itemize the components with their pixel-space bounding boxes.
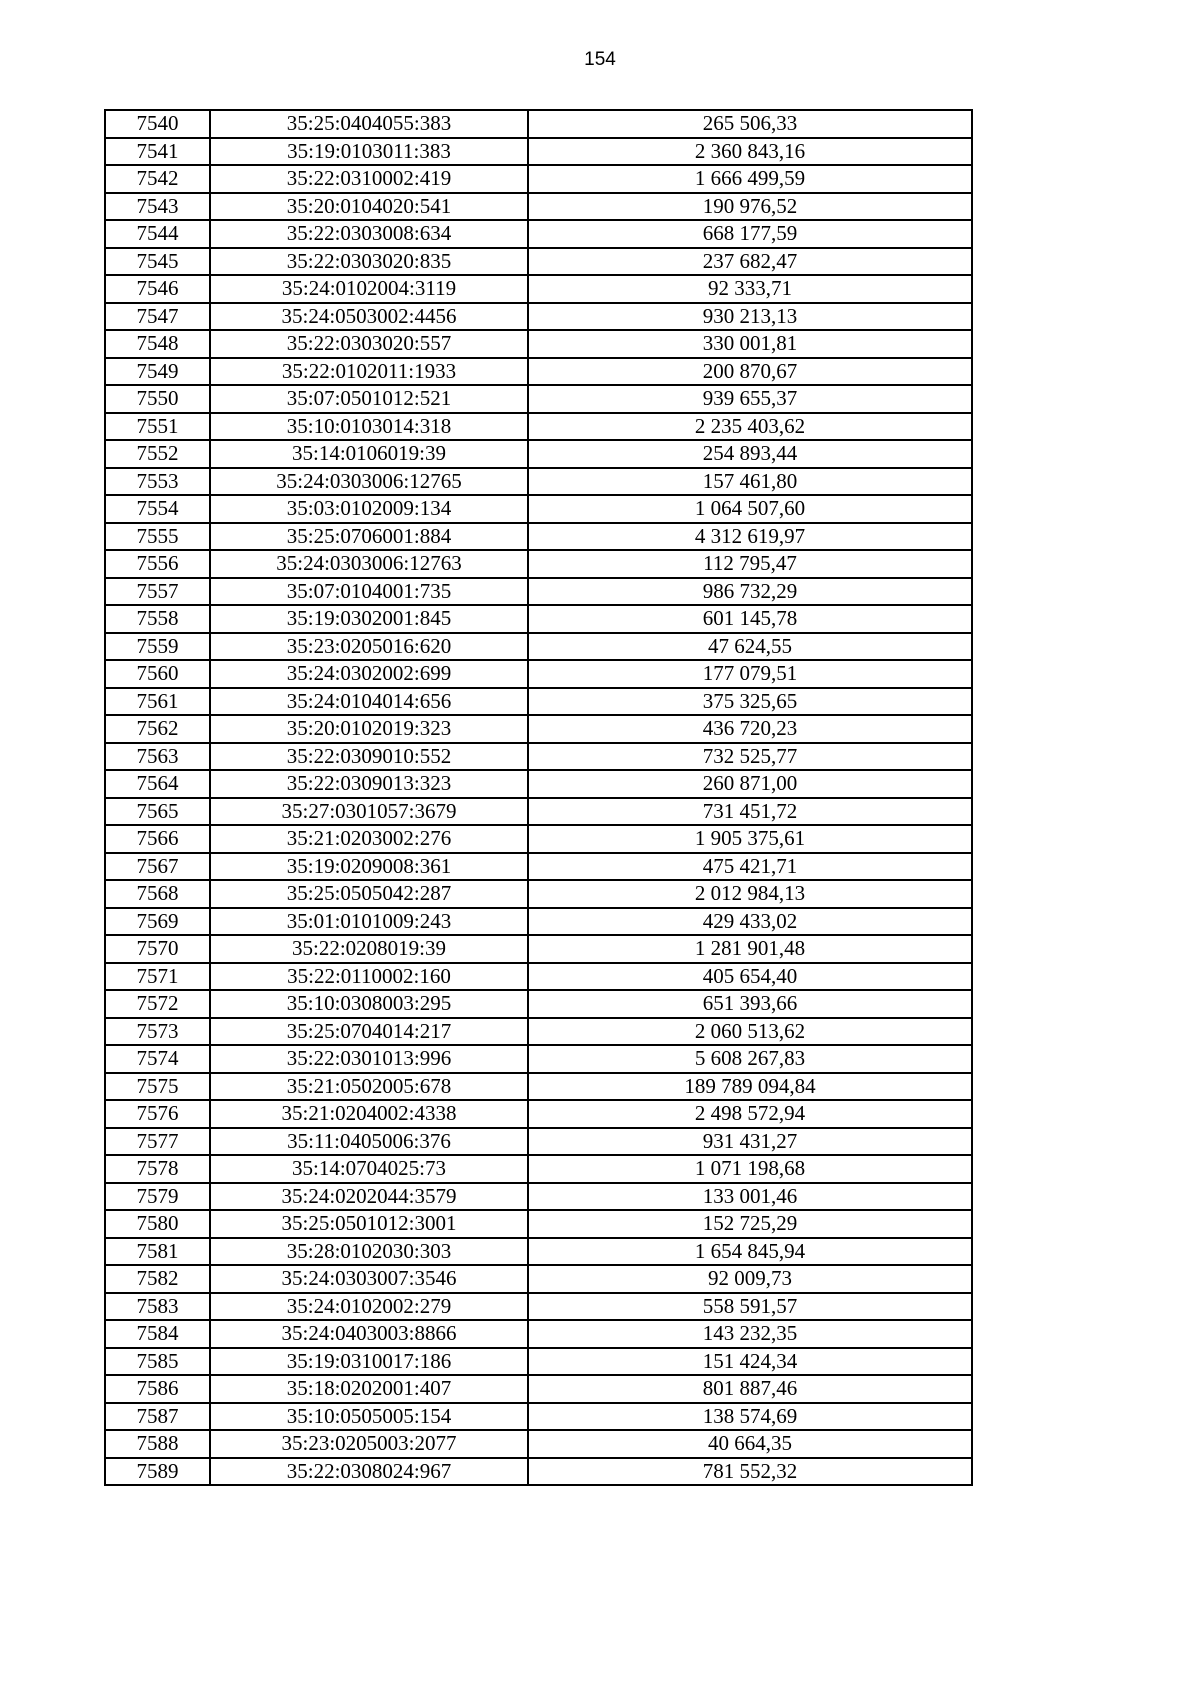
- cadastral-value-cell: 143 232,35: [528, 1320, 972, 1348]
- cadastral-value-cell: 931 431,27: [528, 1128, 972, 1156]
- cadastral-value-cell: 1 281 901,48: [528, 935, 972, 963]
- table-row: [105, 1375, 972, 1403]
- row-number-cell: 7553: [105, 468, 210, 496]
- cadastral-number-cell: 35:25:0404055:383: [210, 110, 528, 138]
- cadastral-number-cell: 35:10:0308003:295: [210, 990, 528, 1018]
- table-row: [105, 523, 972, 551]
- cadastral-number-cell: 35:20:0102019:323: [210, 715, 528, 743]
- row-number-cell: 7555: [105, 523, 210, 551]
- row-number-cell: 7551: [105, 413, 210, 441]
- cadastral-value-cell: 1 905 375,61: [528, 825, 972, 853]
- table-row: [105, 1018, 972, 1046]
- cadastral-number-cell: 35:25:0501012:3001: [210, 1210, 528, 1238]
- cadastral-value-cell: 429 433,02: [528, 908, 972, 936]
- row-number-cell: 7584: [105, 1320, 210, 1348]
- cadastral-number-cell: 35:19:0103011:383: [210, 138, 528, 166]
- cadastral-number-cell: 35:19:0302001:845: [210, 605, 528, 633]
- row-number-cell: 7574: [105, 1045, 210, 1073]
- table-row: [105, 248, 972, 276]
- table-row: [105, 385, 972, 413]
- table-row: [105, 550, 972, 578]
- cadastral-number-cell: 35:23:0205003:2077: [210, 1430, 528, 1458]
- row-number-cell: 7581: [105, 1238, 210, 1266]
- cadastral-number-cell: 35:22:0310002:419: [210, 165, 528, 193]
- row-number-cell: 7552: [105, 440, 210, 468]
- table-row: [105, 495, 972, 523]
- row-number-cell: 7585: [105, 1348, 210, 1376]
- table-row: [105, 743, 972, 771]
- table-row: [105, 990, 972, 1018]
- cadastral-number-cell: 35:19:0209008:361: [210, 853, 528, 881]
- cadastral-value-cell: 189 789 094,84: [528, 1073, 972, 1101]
- cadastral-number-cell: 35:24:0303006:12765: [210, 468, 528, 496]
- row-number-cell: 7579: [105, 1183, 210, 1211]
- cadastral-value-cell: 330 001,81: [528, 330, 972, 358]
- cadastral-value-cell: 731 451,72: [528, 798, 972, 826]
- cadastral-value-cell: 651 393,66: [528, 990, 972, 1018]
- cadastral-number-cell: 35:14:0704025:73: [210, 1155, 528, 1183]
- cadastral-number-cell: 35:07:0104001:735: [210, 578, 528, 606]
- table-row: [105, 770, 972, 798]
- row-number-cell: 7563: [105, 743, 210, 771]
- row-number-cell: 7546: [105, 275, 210, 303]
- table-row: [105, 963, 972, 991]
- row-number-cell: 7577: [105, 1128, 210, 1156]
- cadastral-value-cell: 2 060 513,62: [528, 1018, 972, 1046]
- table-row: [105, 165, 972, 193]
- cadastral-number-cell: 35:23:0205016:620: [210, 633, 528, 661]
- cadastral-value-cell: 1 654 845,94: [528, 1238, 972, 1266]
- row-number-cell: 7561: [105, 688, 210, 716]
- cadastral-number-cell: 35:22:0110002:160: [210, 963, 528, 991]
- row-number-cell: 7557: [105, 578, 210, 606]
- cadastral-value-cell: 92 009,73: [528, 1265, 972, 1293]
- row-number-cell: 7564: [105, 770, 210, 798]
- row-number-cell: 7571: [105, 963, 210, 991]
- row-number-cell: 7548: [105, 330, 210, 358]
- cadastral-number-cell: 35:24:0102002:279: [210, 1293, 528, 1321]
- cadastral-value-cell: 112 795,47: [528, 550, 972, 578]
- cadastral-value-cell: 732 525,77: [528, 743, 972, 771]
- cadastral-number-cell: 35:21:0502005:678: [210, 1073, 528, 1101]
- table-row: [105, 1238, 972, 1266]
- cadastral-value-cell: 939 655,37: [528, 385, 972, 413]
- row-number-cell: 7565: [105, 798, 210, 826]
- cadastral-number-cell: 35:24:0303006:12763: [210, 550, 528, 578]
- table-row: [105, 1045, 972, 1073]
- cadastral-number-cell: 35:22:0309010:552: [210, 743, 528, 771]
- cadastral-value-cell: 1 666 499,59: [528, 165, 972, 193]
- page-number: 154: [584, 49, 616, 70]
- row-number-cell: 7570: [105, 935, 210, 963]
- row-number-cell: 7587: [105, 1403, 210, 1431]
- row-number-cell: 7547: [105, 303, 210, 331]
- row-number-cell: 7569: [105, 908, 210, 936]
- row-number-cell: 7562: [105, 715, 210, 743]
- cadastral-number-cell: 35:21:0204002:4338: [210, 1100, 528, 1128]
- row-number-cell: 7582: [105, 1265, 210, 1293]
- table-row: [105, 605, 972, 633]
- table-row: [105, 908, 972, 936]
- table-row: [105, 1128, 972, 1156]
- table-row: [105, 413, 972, 441]
- table-row: [105, 660, 972, 688]
- cadastral-value-cell: 375 325,65: [528, 688, 972, 716]
- table-row: [105, 275, 972, 303]
- row-number-cell: 7541: [105, 138, 210, 166]
- cadastral-number-cell: 35:24:0303007:3546: [210, 1265, 528, 1293]
- row-number-cell: 7542: [105, 165, 210, 193]
- cadastral-number-cell: 35:22:0303020:557: [210, 330, 528, 358]
- cadastral-number-cell: 35:22:0303020:835: [210, 248, 528, 276]
- cadastral-number-cell: 35:10:0103014:318: [210, 413, 528, 441]
- cadastral-value-cell: 986 732,29: [528, 578, 972, 606]
- table-row: [105, 220, 972, 248]
- cadastral-value-cell: 405 654,40: [528, 963, 972, 991]
- row-number-cell: 7586: [105, 1375, 210, 1403]
- cadastral-value-cell: 151 424,34: [528, 1348, 972, 1376]
- row-number-cell: 7573: [105, 1018, 210, 1046]
- table-row: [105, 1348, 972, 1376]
- cadastral-value-cell: 190 976,52: [528, 193, 972, 221]
- row-number-cell: 7575: [105, 1073, 210, 1101]
- cadastral-value-table: [104, 109, 973, 1486]
- cadastral-number-cell: 35:11:0405006:376: [210, 1128, 528, 1156]
- cadastral-value-cell: 157 461,80: [528, 468, 972, 496]
- row-number-cell: 7544: [105, 220, 210, 248]
- row-number-cell: 7588: [105, 1430, 210, 1458]
- cadastral-value-cell: 40 664,35: [528, 1430, 972, 1458]
- cadastral-number-cell: 35:18:0202001:407: [210, 1375, 528, 1403]
- cadastral-value-cell: 601 145,78: [528, 605, 972, 633]
- table-row: [105, 1430, 972, 1458]
- row-number-cell: 7566: [105, 825, 210, 853]
- cadastral-number-cell: 35:24:0104014:656: [210, 688, 528, 716]
- row-number-cell: 7558: [105, 605, 210, 633]
- table-row: [105, 798, 972, 826]
- cadastral-value-cell: 2 235 403,62: [528, 413, 972, 441]
- table-row: [105, 880, 972, 908]
- table-row: [105, 138, 972, 166]
- cadastral-number-cell: 35:22:0309013:323: [210, 770, 528, 798]
- table-row: [105, 1265, 972, 1293]
- cadastral-value-cell: 1 071 198,68: [528, 1155, 972, 1183]
- cadastral-number-cell: 35:01:0101009:243: [210, 908, 528, 936]
- row-number-cell: 7549: [105, 358, 210, 386]
- row-number-cell: 7545: [105, 248, 210, 276]
- row-number-cell: 7576: [105, 1100, 210, 1128]
- table-body: [105, 110, 972, 1485]
- row-number-cell: 7583: [105, 1293, 210, 1321]
- cadastral-value-cell: 177 079,51: [528, 660, 972, 688]
- cadastral-value-cell: 436 720,23: [528, 715, 972, 743]
- table-row: [105, 853, 972, 881]
- table-row: [105, 1210, 972, 1238]
- cadastral-value-cell: 254 893,44: [528, 440, 972, 468]
- cadastral-value-cell: 237 682,47: [528, 248, 972, 276]
- table-row: [105, 330, 972, 358]
- cadastral-number-cell: 35:24:0503002:4456: [210, 303, 528, 331]
- table-row: [105, 1155, 972, 1183]
- row-number-cell: 7556: [105, 550, 210, 578]
- cadastral-value-cell: 133 001,46: [528, 1183, 972, 1211]
- cadastral-number-cell: 35:25:0704014:217: [210, 1018, 528, 1046]
- cadastral-number-cell: 35:22:0208019:39: [210, 935, 528, 963]
- row-number-cell: 7589: [105, 1458, 210, 1486]
- table-row: [105, 303, 972, 331]
- cadastral-number-cell: 35:24:0403003:8866: [210, 1320, 528, 1348]
- cadastral-number-cell: 35:20:0104020:541: [210, 193, 528, 221]
- table-row: [105, 1403, 972, 1431]
- row-number-cell: 7572: [105, 990, 210, 1018]
- cadastral-value-cell: 260 871,00: [528, 770, 972, 798]
- cadastral-value-cell: 930 213,13: [528, 303, 972, 331]
- cadastral-value-cell: 265 506,33: [528, 110, 972, 138]
- table-row: [105, 825, 972, 853]
- cadastral-value-cell: 92 333,71: [528, 275, 972, 303]
- cadastral-value-cell: 475 421,71: [528, 853, 972, 881]
- row-number-cell: 7554: [105, 495, 210, 523]
- cadastral-number-cell: 35:22:0301013:996: [210, 1045, 528, 1073]
- table-row: [105, 110, 972, 138]
- row-number-cell: 7543: [105, 193, 210, 221]
- row-number-cell: 7550: [105, 385, 210, 413]
- cadastral-value-cell: 4 312 619,97: [528, 523, 972, 551]
- cadastral-number-cell: 35:10:0505005:154: [210, 1403, 528, 1431]
- table-row: [105, 935, 972, 963]
- cadastral-value-cell: 138 574,69: [528, 1403, 972, 1431]
- table-row: [105, 1100, 972, 1128]
- cadastral-number-cell: 35:28:0102030:303: [210, 1238, 528, 1266]
- table-row: [105, 578, 972, 606]
- cadastral-number-cell: 35:22:0308024:967: [210, 1458, 528, 1486]
- cadastral-value-cell: 781 552,32: [528, 1458, 972, 1486]
- table-row: [105, 1073, 972, 1101]
- cadastral-number-cell: 35:21:0203002:276: [210, 825, 528, 853]
- cadastral-value-cell: 5 608 267,83: [528, 1045, 972, 1073]
- cadastral-number-cell: 35:22:0303008:634: [210, 220, 528, 248]
- cadastral-number-cell: 35:07:0501012:521: [210, 385, 528, 413]
- row-number-cell: 7560: [105, 660, 210, 688]
- cadastral-value-cell: 2 360 843,16: [528, 138, 972, 166]
- table-row: [105, 440, 972, 468]
- cadastral-value-cell: 558 591,57: [528, 1293, 972, 1321]
- row-number-cell: 7559: [105, 633, 210, 661]
- cadastral-number-cell: 35:25:0706001:884: [210, 523, 528, 551]
- cadastral-value-cell: 1 064 507,60: [528, 495, 972, 523]
- table-row: [105, 1183, 972, 1211]
- cadastral-number-cell: 35:24:0102004:3119: [210, 275, 528, 303]
- table-row: [105, 468, 972, 496]
- table-row: [105, 358, 972, 386]
- cadastral-number-cell: 35:24:0202044:3579: [210, 1183, 528, 1211]
- row-number-cell: 7578: [105, 1155, 210, 1183]
- cadastral-value-cell: 801 887,46: [528, 1375, 972, 1403]
- cadastral-number-cell: 35:27:0301057:3679: [210, 798, 528, 826]
- table-row: [105, 1293, 972, 1321]
- row-number-cell: 7567: [105, 853, 210, 881]
- cadastral-value-cell: 668 177,59: [528, 220, 972, 248]
- cadastral-value-cell: 47 624,55: [528, 633, 972, 661]
- row-number-cell: 7568: [105, 880, 210, 908]
- cadastral-number-cell: 35:19:0310017:186: [210, 1348, 528, 1376]
- row-number-cell: 7580: [105, 1210, 210, 1238]
- cadastral-number-cell: 35:14:0106019:39: [210, 440, 528, 468]
- cadastral-value-cell: 200 870,67: [528, 358, 972, 386]
- cadastral-value-cell: 2 498 572,94: [528, 1100, 972, 1128]
- cadastral-number-cell: 35:03:0102009:134: [210, 495, 528, 523]
- cadastral-value-cell: 2 012 984,13: [528, 880, 972, 908]
- cadastral-value-cell: 152 725,29: [528, 1210, 972, 1238]
- table-row: [105, 715, 972, 743]
- table-row: [105, 1458, 972, 1486]
- cadastral-number-cell: 35:25:0505042:287: [210, 880, 528, 908]
- cadastral-number-cell: 35:24:0302002:699: [210, 660, 528, 688]
- table-row: [105, 1320, 972, 1348]
- table-row: [105, 633, 972, 661]
- cadastral-number-cell: 35:22:0102011:1933: [210, 358, 528, 386]
- table-row: [105, 193, 972, 221]
- row-number-cell: 7540: [105, 110, 210, 138]
- table-row: [105, 688, 972, 716]
